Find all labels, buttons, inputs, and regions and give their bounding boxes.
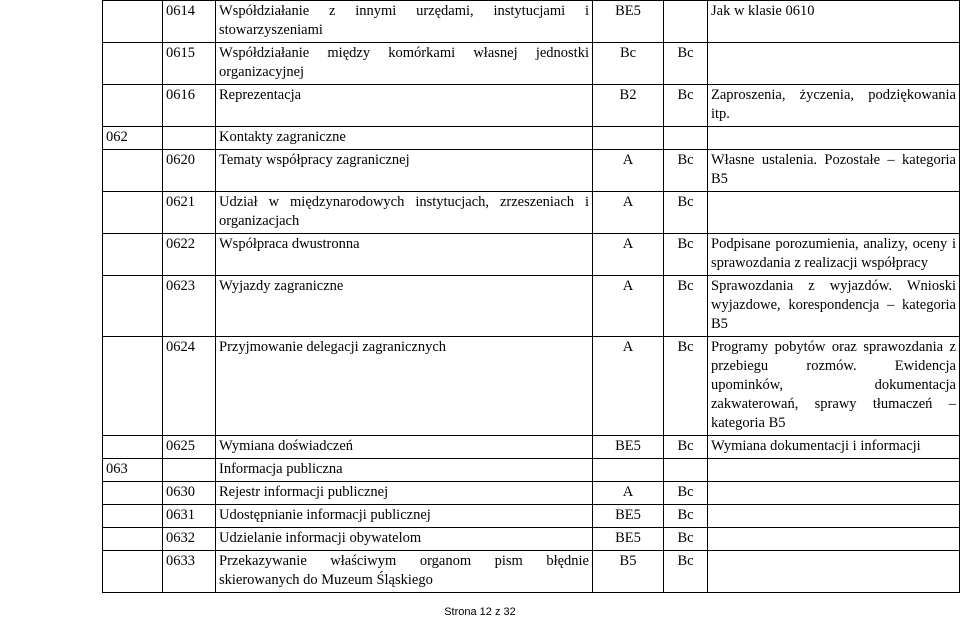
table-row-group-heading [103, 459, 960, 482]
class-code-cell: 0630 [163, 482, 216, 505]
class-code-cell: 0621 [163, 192, 216, 234]
class-code-cell: 0632 [163, 528, 216, 551]
category-main-cell: Bc [593, 43, 664, 85]
notes-cell: Własne ustalenia. Pozostałe – kategoria B5 [708, 150, 960, 192]
group-code-cell [103, 1, 163, 43]
table-row-group-heading [103, 127, 960, 150]
category-other-cell [664, 127, 708, 150]
category-main-cell [593, 127, 664, 150]
notes-cell [708, 551, 960, 593]
category-main-cell: BE5 [593, 505, 664, 528]
class-code-cell: 0631 [163, 505, 216, 528]
class-code-cell: 0615 [163, 43, 216, 85]
table-row [103, 337, 960, 436]
category-other-cell: Bc [664, 234, 708, 276]
class-code-cell: 0623 [163, 276, 216, 337]
notes-cell [708, 459, 960, 482]
category-main-cell: BE5 [593, 1, 664, 43]
category-main-cell: A [593, 337, 664, 436]
page-number-label: Strona 12 z 32 [444, 606, 516, 618]
group-code-cell [103, 234, 163, 276]
group-code-cell [103, 528, 163, 551]
group-code-cell [103, 43, 163, 85]
class-name-cell: Rejestr informacji publicznej [216, 482, 593, 505]
category-main-cell: BE5 [593, 436, 664, 459]
class-code-cell: 0625 [163, 436, 216, 459]
class-code-cell [163, 459, 216, 482]
notes-cell [708, 192, 960, 234]
group-code-cell [103, 85, 163, 127]
table-row [103, 150, 960, 192]
table-row [103, 551, 960, 593]
table-row [103, 192, 960, 234]
notes-cell [708, 505, 960, 528]
group-code-cell [103, 482, 163, 505]
notes-cell [708, 482, 960, 505]
class-name-cell: Udział w międzynarodowych instytucjach, zrzeszeniach i organizacjach [216, 192, 593, 234]
table-row [103, 436, 960, 459]
category-main-cell: A [593, 192, 664, 234]
notes-cell: Sprawozdania z wyjazdów. Wnioski wyjazdowe, korespondencja – kategoria B5 [708, 276, 960, 337]
category-main-cell [593, 459, 664, 482]
class-code-cell [163, 127, 216, 150]
group-code-cell [103, 505, 163, 528]
category-main-cell: A [593, 276, 664, 337]
table-row [103, 85, 960, 127]
class-name-cell: Reprezentacja [216, 85, 593, 127]
table-row [103, 234, 960, 276]
table-body [103, 1, 960, 593]
category-main-cell: A [593, 150, 664, 192]
class-code-cell: 0614 [163, 1, 216, 43]
class-code-cell: 0620 [163, 150, 216, 192]
category-other-cell: Bc [664, 436, 708, 459]
group-code-cell [103, 337, 163, 436]
class-code-cell: 0616 [163, 85, 216, 127]
group-code-cell [103, 192, 163, 234]
class-name-cell: Współdziałanie między komórkami własnej jednostki organizacyjnej [216, 43, 593, 85]
records-classification-table [102, 0, 960, 593]
notes-cell [708, 528, 960, 551]
category-other-cell: Bc [664, 150, 708, 192]
class-name-cell: Kontakty zagraniczne [216, 127, 593, 150]
notes-cell: Programy pobytów oraz sprawozdania z przebiegu rozmów. Ewidencja upominków, dokumentacja zakwaterowań, sprawy tłumaczeń – kategoria B5 [708, 337, 960, 436]
class-name-cell: Informacja publiczna [216, 459, 593, 482]
category-main-cell: A [593, 482, 664, 505]
class-code-cell: 0624 [163, 337, 216, 436]
category-main-cell: A [593, 234, 664, 276]
category-other-cell: Bc [664, 482, 708, 505]
category-other-cell: Bc [664, 551, 708, 593]
category-other-cell: Bc [664, 528, 708, 551]
notes-cell: Podpisane porozumienia, analizy, oceny i sprawozdania z realizacji współpracy [708, 234, 960, 276]
category-other-cell: Bc [664, 192, 708, 234]
class-name-cell: Wyjazdy zagraniczne [216, 276, 593, 337]
table-row [103, 505, 960, 528]
category-other-cell: Bc [664, 43, 708, 85]
category-other-cell [664, 459, 708, 482]
notes-cell: Jak w klasie 0610 [708, 1, 960, 43]
class-name-cell: Przyjmowanie delegacji zagranicznych [216, 337, 593, 436]
class-name-cell: Tematy współpracy zagranicznej [216, 150, 593, 192]
table-row [103, 43, 960, 85]
table-row [103, 528, 960, 551]
category-main-cell: BE5 [593, 528, 664, 551]
category-other-cell [664, 1, 708, 43]
table-row [103, 482, 960, 505]
class-name-cell: Współpraca dwustronna [216, 234, 593, 276]
category-main-cell: B5 [593, 551, 664, 593]
page-footer [0, 606, 960, 618]
group-code-cell [103, 276, 163, 337]
notes-cell [708, 43, 960, 85]
notes-cell [708, 127, 960, 150]
class-name-cell: Współdziałanie z innymi urzędami, instytucjami i stowarzyszeniami [216, 1, 593, 43]
group-code-cell: 063 [103, 459, 163, 482]
class-name-cell: Udostępnianie informacji publicznej [216, 505, 593, 528]
table-row [103, 1, 960, 43]
class-code-cell: 0622 [163, 234, 216, 276]
category-main-cell: B2 [593, 85, 664, 127]
notes-cell: Zaproszenia, życzenia, podziękowania itp. [708, 85, 960, 127]
group-code-cell: 062 [103, 127, 163, 150]
class-name-cell: Udzielanie informacji obywatelom [216, 528, 593, 551]
group-code-cell [103, 150, 163, 192]
notes-cell: Wymiana dokumentacji i informacji [708, 436, 960, 459]
group-code-cell [103, 436, 163, 459]
group-code-cell [103, 551, 163, 593]
category-other-cell: Bc [664, 85, 708, 127]
category-other-cell: Bc [664, 337, 708, 436]
class-name-cell: Wymiana doświadczeń [216, 436, 593, 459]
table-row [103, 276, 960, 337]
class-name-cell: Przekazywanie właściwym organom pism błędnie skierowanych do Muzeum Śląskiego [216, 551, 593, 593]
class-code-cell: 0633 [163, 551, 216, 593]
category-other-cell: Bc [664, 276, 708, 337]
category-other-cell: Bc [664, 505, 708, 528]
